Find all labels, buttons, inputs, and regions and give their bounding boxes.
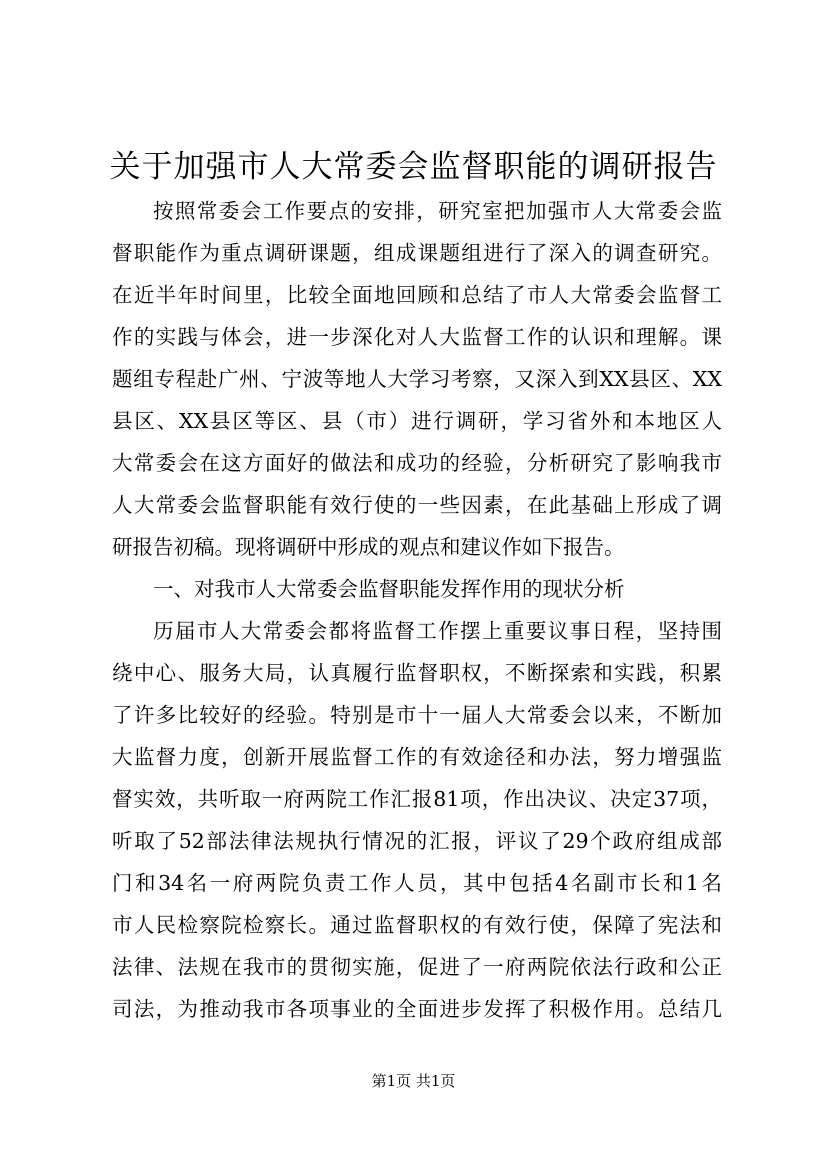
paragraph-line: 研报告初稿。现将调研中形成的观点和建议作如下报告。 xyxy=(112,535,625,559)
paragraph-line: 督职能作为重点调研课题，组成课题组进行了深入的调查研究。 xyxy=(112,241,722,265)
section-heading: 一、对我市人大常委会监督职能发挥作用的现状分析 xyxy=(153,577,625,601)
paragraph-line: 听取了52部法律法规执行情况的汇报，评议了29个政府组成部 xyxy=(112,829,722,853)
page-number-footer: 第1页 共1页 xyxy=(371,1072,456,1090)
paragraph-line: 人大常委会监督职能有效行使的一些因素，在此基础上形成了调 xyxy=(112,493,722,517)
paragraph-line: 历届市人大常委会都将监督工作摆上重要议事日程，坚持围 xyxy=(153,619,722,643)
document-title: 关于加强市人大常委会监督职能的调研报告 xyxy=(109,149,718,185)
paragraph-line: 在近半年时间里，比较全面地回顾和总结了市人大常委会监督工 xyxy=(112,283,722,307)
paragraph-line: 大监督力度，创新开展监督工作的有效途径和办法，努力增强监 xyxy=(112,745,722,769)
paragraph-line: 市人民检察院检察长。通过监督职权的有效行使，保障了宪法和 xyxy=(112,913,722,937)
paragraph-line: 法律、法规在我市的贯彻实施，促进了一府两院依法行政和公正 xyxy=(112,955,722,979)
paragraph-line: 了许多比较好的经验。特别是市十一届人大常委会以来，不断加 xyxy=(112,703,722,727)
paragraph-line: 县区、XX县区等区、县（市）进行调研，学习省外和本地区人 xyxy=(112,409,722,433)
paragraph-line: 按照常委会工作要点的安排，研究室把加强市人大常委会监 xyxy=(153,199,722,223)
paragraph-line: 督实效，共听取一府两院工作汇报81项，作出决议、决定37项， xyxy=(112,787,722,811)
paragraph-line: 绕中心、服务大局，认真履行监督职权，不断探索和实践，积累 xyxy=(112,661,722,685)
paragraph-line: 作的实践与体会，进一步深化对人大监督工作的认识和理解。课 xyxy=(112,325,722,349)
paragraph-line: 题组专程赴广州、宁波等地人大学习考察，又深入到XX县区、XX xyxy=(112,367,722,391)
paragraph-line: 大常委会在这方面好的做法和成功的经验，分析研究了影响我市 xyxy=(112,451,722,475)
paragraph-line: 司法，为推动我市各项事业的全面进步发挥了积极作用。总结几 xyxy=(112,997,722,1021)
paragraph-line: 门和34名一府两院负责工作人员，其中包括4名副市长和1名 xyxy=(112,871,722,895)
